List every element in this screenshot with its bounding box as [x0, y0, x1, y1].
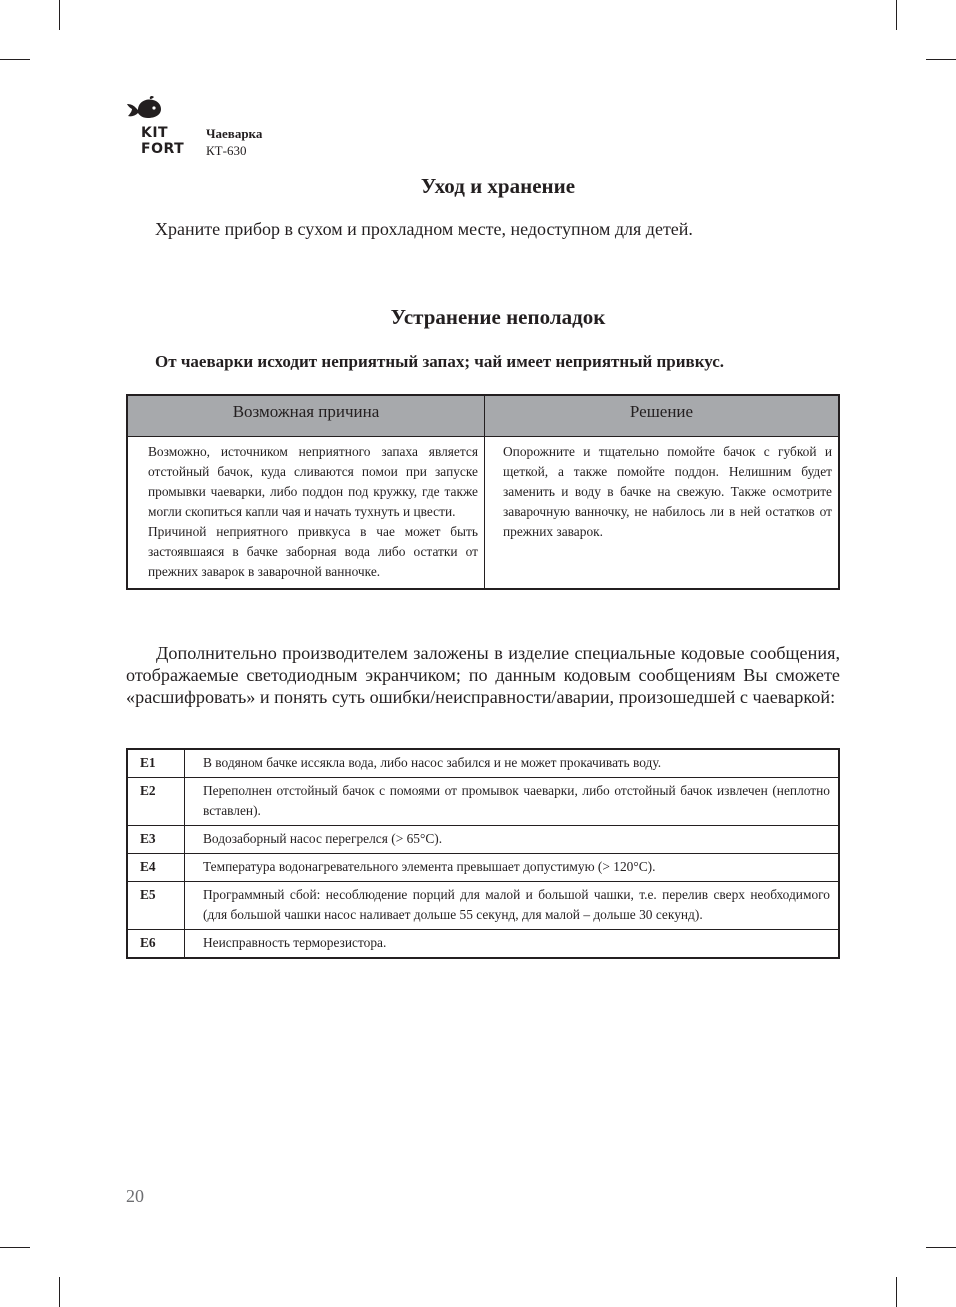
- error-description: В водяном бачке иссякла вода, либо насос забился и не может прокачивать воду.: [185, 749, 840, 778]
- column-header-solution: Решение: [485, 395, 840, 437]
- table-row: [127, 930, 839, 959]
- table-row: [127, 778, 839, 826]
- error-code: E2: [127, 778, 185, 826]
- table-row: [127, 437, 839, 590]
- crop-mark: [0, 59, 30, 60]
- crop-mark: [926, 1247, 956, 1248]
- kitfort-logo: [124, 96, 194, 160]
- brand-line-2: FORT: [141, 141, 185, 157]
- error-description: Водозаборный насос перегрелся (> 65°С).: [185, 826, 840, 854]
- error-description: Программный сбой: несоблюдение порций для малой и большой чашки, т.е. перелив сверх необходимого (для большой чашки насос наливает дольше 55 секунд, для малой – дольше 30 секунд).: [185, 882, 840, 930]
- crop-mark: [896, 1277, 897, 1307]
- brand-line-1: KIT: [141, 125, 169, 141]
- error-code: E4: [127, 854, 185, 882]
- kitfort-whale-icon: [124, 96, 164, 124]
- table-row: [127, 749, 839, 778]
- error-code: E3: [127, 826, 185, 854]
- solution-cell: [485, 437, 840, 590]
- table-row: [127, 854, 839, 882]
- page-number: 20: [126, 1186, 144, 1206]
- error-code: E1: [127, 749, 185, 778]
- table-row: [127, 882, 839, 930]
- error-description: Температура водонагревательного элемента превышает допустимую (> 120°С).: [185, 854, 840, 882]
- crop-mark: [926, 59, 956, 60]
- solution-paragraph: Опорожните и тщательно помойте бачок с губкой и щеткой, а также помойте поддон. Нелишним будет заменить и воду в бачке на свежую. Также осмотрите заварочную ванночку, не набилось ли в ней остатков от прежних заварок.: [503, 444, 832, 539]
- cause-solution-table: [126, 394, 840, 590]
- cause-paragraph: Возможно, источником неприятного запаха является отстойный бачок, куда сливаются помои при запуске промывки чаеварки, либо поддон под кружку, где также могли скопиться капли чая и начать тухнуть и цвести.: [148, 444, 478, 519]
- product-name: Чаеварка: [206, 126, 263, 141]
- troubleshooting-heading: Устранение неполадок: [390, 305, 606, 329]
- error-codes-table: [126, 748, 840, 959]
- error-code: E5: [127, 882, 185, 930]
- error-code: E6: [127, 930, 185, 959]
- care-text: Храните прибор в сухом и прохладном месте, недоступном для детей.: [155, 219, 693, 239]
- cause-paragraph: Причиной неприятного привкуса в чае может быть застоявшаяся в бачке заборная вода либо остатки от прежних заварок в заварочной ванночке.: [148, 524, 478, 579]
- crop-mark: [59, 0, 60, 30]
- product-model: КТ-630: [206, 143, 247, 158]
- care-heading: Уход и хранение: [420, 174, 576, 198]
- cause-cell: [127, 437, 485, 590]
- error-description: Неисправность терморезистора.: [185, 930, 840, 959]
- product-header: [206, 125, 262, 159]
- crop-mark: [0, 1247, 30, 1248]
- table-header-row: [127, 395, 839, 437]
- column-header-cause: Возможная причина: [127, 395, 485, 437]
- table-row: [127, 826, 839, 854]
- troubleshooting-subtitle: От чаеварки исходит неприятный запах; чай имеет неприятный привкус.: [155, 352, 725, 371]
- crop-mark: [896, 0, 897, 30]
- error-description: Переполнен отстойный бачок с помоями от промывок чаеварки, либо отстойный бачок извлечен (неплотно вставлен).: [185, 778, 840, 826]
- crop-mark: [59, 1277, 60, 1307]
- codes-intro-paragraph: Дополнительно производителем заложены в изделие специальные кодовые сообщения, отображаемые светодиодным экранчиком; по данным кодовым сообщениям Вы сможете «расшифровать» и понять суть ошибки/неисправности/аварии, произошедшей с чаеваркой:: [126, 643, 840, 707]
